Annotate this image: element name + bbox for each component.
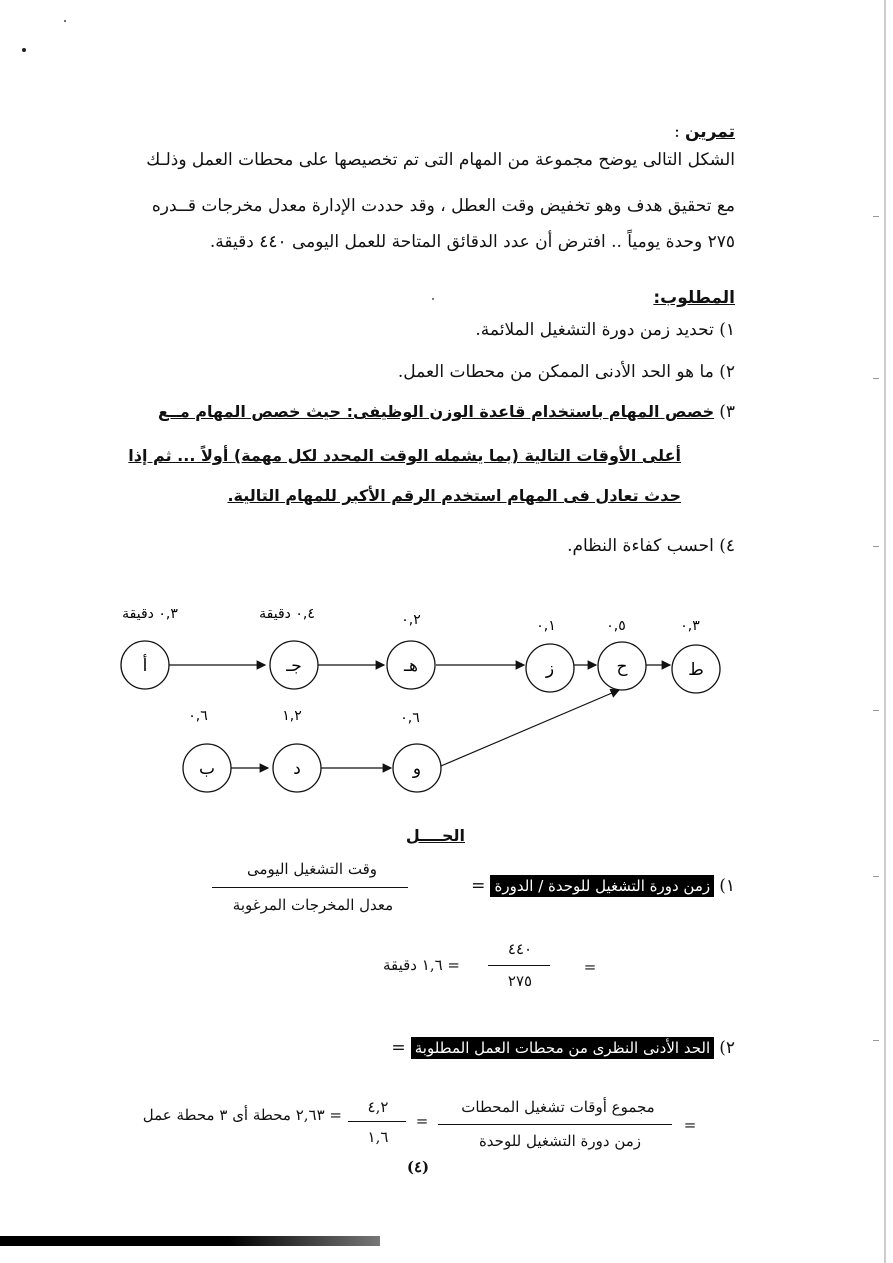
node-ha <box>387 641 435 689</box>
node-label: هـ <box>404 656 418 676</box>
step1-denominator: معدل المخرجات المرغوبة <box>232 896 394 914</box>
node-label: و <box>412 759 422 779</box>
node-ba <box>183 744 231 792</box>
node-label: أ <box>142 656 148 676</box>
scan-edge-mark <box>873 546 879 547</box>
node-label: ح <box>616 657 628 677</box>
step1-heading <box>315 876 735 896</box>
node-dal <box>273 744 321 792</box>
step1-eq2: = <box>583 958 597 976</box>
step1-numerator: وقت التشغيل اليومى <box>247 860 377 878</box>
node-haa <box>598 642 646 690</box>
node-label: ط <box>688 660 704 680</box>
step2-num: ٢) <box>719 1038 735 1058</box>
step1-label: زمن دورة التشغيل للوحدة / الدورة <box>490 875 714 897</box>
time-label-ba: ٠,٦ <box>188 708 208 724</box>
time-label-ta: ٠,٣ <box>680 618 700 634</box>
required-item-3-num: ٣) <box>719 402 735 422</box>
scan-edge-mark <box>873 216 879 217</box>
step2-eq-start: = <box>683 1116 697 1134</box>
time-label-waw: ٠,٦ <box>400 710 420 726</box>
page-number: (٤) <box>406 1158 430 1176</box>
time-label-dal: ١,٢ <box>282 708 302 724</box>
scan-dot <box>432 298 434 300</box>
time-label-jim: ٠,٤ دقيقة <box>259 606 315 622</box>
step2-result: = ٢,٦٣ محطة أى ٣ محطة عمل <box>142 1106 342 1124</box>
time-label-alef: ٠,٣ دقيقة <box>122 606 178 622</box>
scan-dot <box>22 48 26 52</box>
time-label-zay: ٠,١ <box>536 618 556 634</box>
required-item-2: ٢) ما هو الحد الأدنى الممكن من محطات العمل. <box>397 362 735 382</box>
scan-edge-mark <box>873 876 879 877</box>
header-colon: : <box>674 122 680 142</box>
step1-eq: = <box>471 876 486 896</box>
step2-eq-mid: = <box>415 1112 429 1130</box>
solution-title: الحــــل <box>405 826 465 845</box>
step2-numerator: مجموع أوقات تشغيل المحطات <box>461 1098 655 1116</box>
required-item-3-line-3: حدث تعادل فى المهام استخدم الرقم الأكبر للمهام التالية. <box>227 486 681 505</box>
scan-bottom-bar <box>0 1236 380 1246</box>
required-item-1: ١) تحديد زمن دورة التشغيل الملائمة. <box>475 320 735 340</box>
step2-eq: = <box>391 1038 406 1058</box>
step2-den-value: ١,٦ <box>367 1128 389 1146</box>
step1-result: = ١,٦ دقيقة <box>382 956 460 974</box>
intro-line-1: الشكل التالى يوضح مجموعة من المهام التى تم تخصيصها على محطات العمل وذلـك <box>146 150 735 170</box>
time-label-haa: ٠,٥ <box>606 618 626 634</box>
arrow-w-to-ha <box>441 690 619 766</box>
node-label: د <box>293 759 301 779</box>
node-waw <box>393 744 441 792</box>
step1-num-value: ٤٤٠ <box>507 940 533 958</box>
required-title: المطلوب: <box>653 288 735 308</box>
node-label: ب <box>198 759 216 779</box>
scan-dot <box>64 20 66 22</box>
node-zay <box>526 644 574 692</box>
precedence-diagram <box>0 600 893 800</box>
step2-denominator: زمن دورة التشغيل للوحدة <box>478 1132 642 1150</box>
node-jim <box>270 641 318 689</box>
node-label: جـ <box>286 656 302 676</box>
node-label: ز <box>545 659 555 679</box>
intro-line-3: ٢٧٥ وحدة يومياً .. افترض أن عدد الدقائق المتاحة للعمل اليومى ٤٤٠ دقيقة. <box>209 232 735 252</box>
required-item-3-line-1: خصص المهام باستخدام قاعدة الوزن الوظيفى: حيث خصص المهام مــع <box>157 402 715 421</box>
node-ta <box>672 645 720 693</box>
required-item-3 <box>115 402 735 422</box>
intro-line-2: مع تحقيق هدف وهو تخفيض وقت العطل ، وقد حددت الإدارة معدل مخرجات قــدره <box>151 196 735 216</box>
required-item-4: ٤) احسب كفاءة النظام. <box>567 536 735 556</box>
node-alef <box>121 641 169 689</box>
step1-fraction-bar <box>212 887 408 888</box>
required-item-3-line-2: أعلى الأوقات التالية (بما يشمله الوقت المحدد لكل مهمة) أولاً ... ثم إذا <box>128 446 681 465</box>
step1-den-value: ٢٧٥ <box>507 972 533 990</box>
time-label-ha: ٠,٢ <box>401 612 421 628</box>
scan-edge-mark <box>873 378 879 379</box>
step2-label: الحد الأدنى النظرى من محطات العمل المطلوبة <box>411 1037 714 1059</box>
exercise-title: تمرين <box>684 122 735 142</box>
step1-value-bar <box>488 965 550 966</box>
scan-edge-mark <box>873 1040 879 1041</box>
step2-num-value: ٤,٢ <box>367 1098 389 1116</box>
step2-fraction-bar <box>438 1124 672 1125</box>
step1-num: ١) <box>719 876 735 896</box>
exercise-header <box>635 122 735 142</box>
step2-value-bar <box>348 1121 406 1122</box>
step2-heading <box>335 1038 735 1058</box>
